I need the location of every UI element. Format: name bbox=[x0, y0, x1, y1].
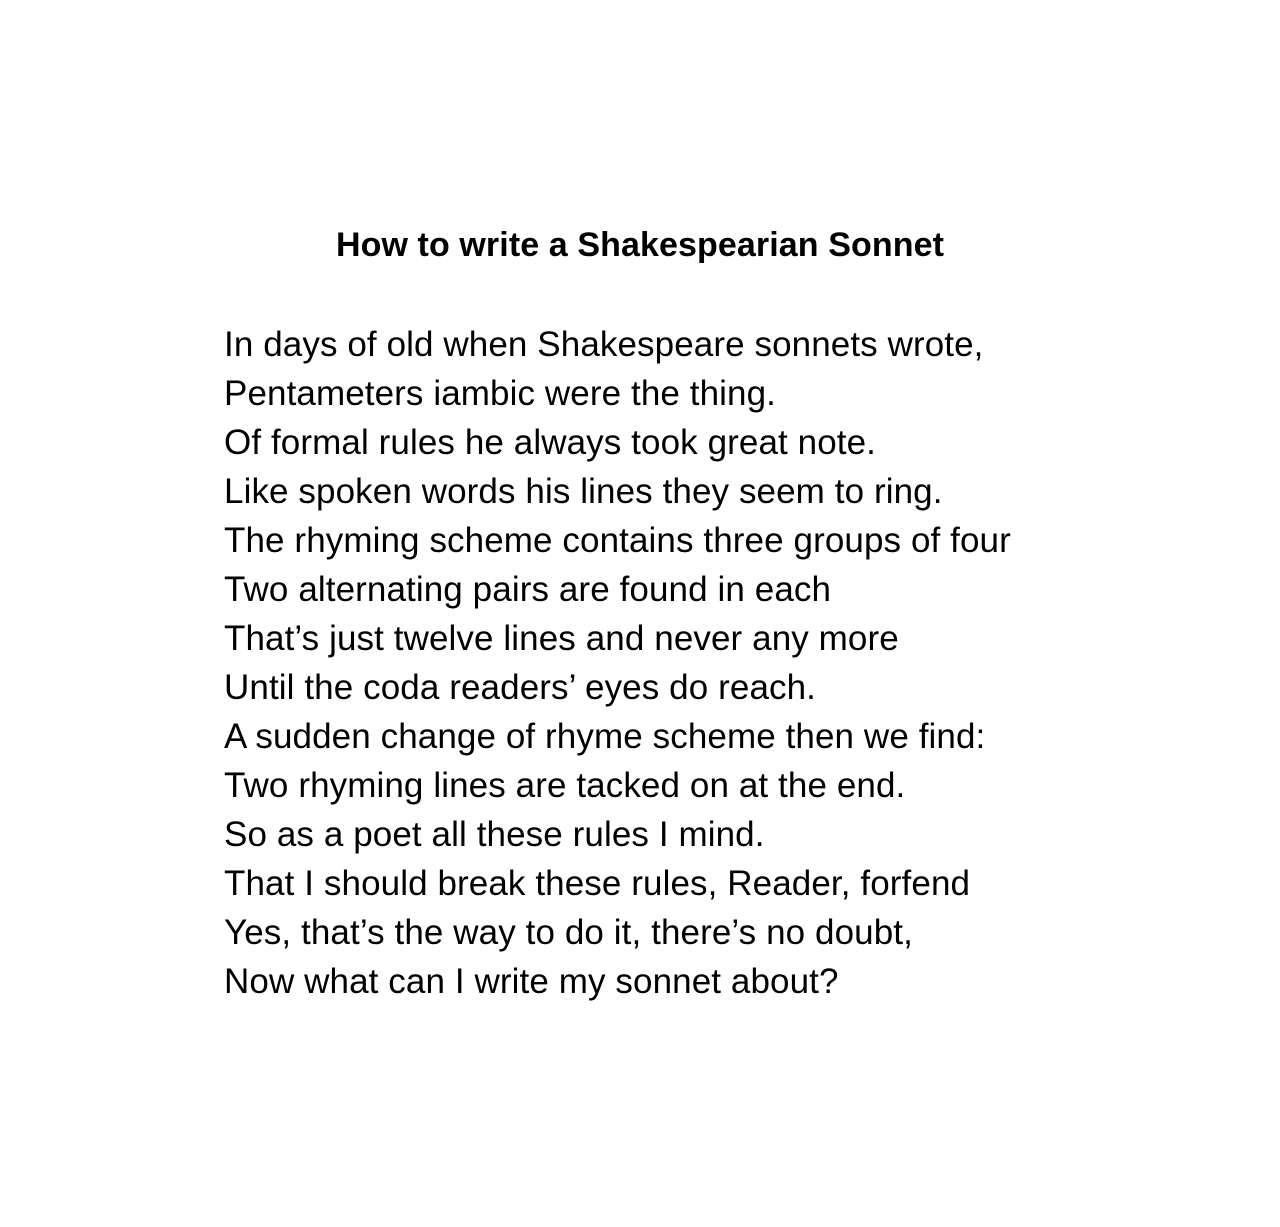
poem-line: Pentameters iambic were the thing. bbox=[224, 374, 777, 413]
poem-line: Of formal rules he always took great note. bbox=[224, 423, 877, 462]
poem-line: Yes, that’s the way to do it, there’s no doubt, bbox=[224, 913, 913, 952]
poem-line: That I should break these rules, Reader, forfend bbox=[224, 864, 971, 903]
poem-title: How to write a Shakespearian Sonnet bbox=[335, 226, 945, 264]
poem-line: Like spoken words his lines they seem to ring. bbox=[224, 472, 943, 511]
poem-line: So as a poet all these rules I mind. bbox=[224, 815, 765, 854]
poem-line: A sudden change of rhyme scheme then we find: bbox=[224, 717, 986, 756]
poem-line: Two rhyming lines are tacked on at the end. bbox=[224, 766, 906, 805]
poem-line: The rhyming scheme contains three groups of four bbox=[224, 521, 1011, 560]
poem-line: Until the coda readers’ eyes do reach. bbox=[224, 668, 816, 707]
poem-line: Now what can I write my sonnet about? bbox=[224, 962, 839, 1001]
poem-line: Two alternating pairs are found in each bbox=[224, 570, 832, 609]
poem-line: That’s just twelve lines and never any more bbox=[224, 619, 899, 658]
poem-line: In days of old when Shakespeare sonnets wrote, bbox=[224, 325, 984, 364]
poem-body bbox=[224, 320, 1011, 1006]
